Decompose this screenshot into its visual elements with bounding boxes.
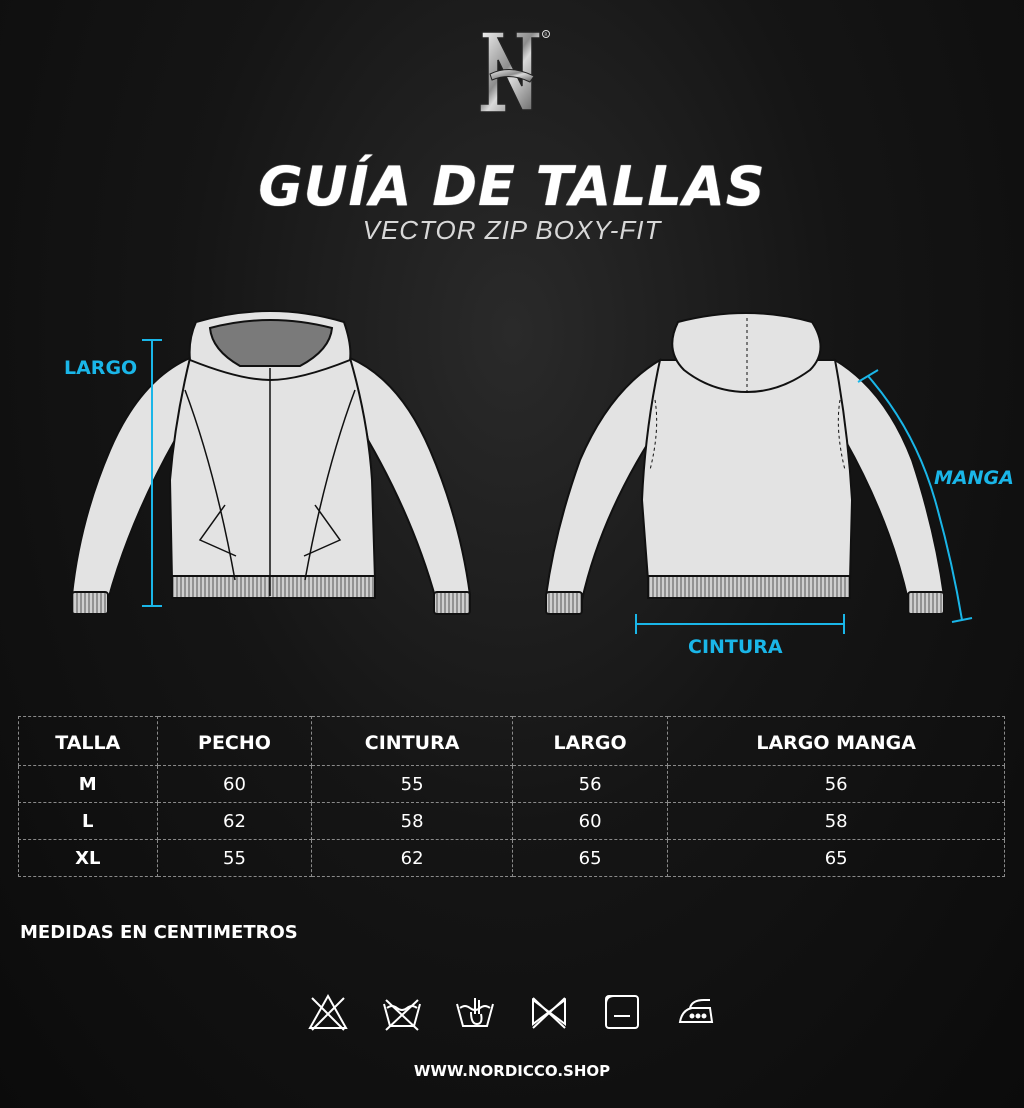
svg-text:R: R [544, 33, 548, 38]
cell-pecho: 55 [157, 840, 312, 877]
table-header-row [19, 717, 1005, 766]
tumble-dry-icon [600, 990, 644, 1034]
cintura-label: CINTURA [688, 636, 783, 658]
website-url[interactable]: WWW.NORDICCO.SHOP [413, 1062, 611, 1080]
table-row [19, 840, 1005, 877]
cell-cintura: 62 [312, 840, 512, 877]
cell-largo-manga: 56 [668, 766, 1005, 803]
header-largo-manga: LARGO MANGA [668, 717, 1005, 766]
back-hoodie-illustration [546, 313, 944, 614]
no-bleach-icon [306, 990, 350, 1034]
cell-size: XL [19, 840, 158, 877]
page-title: GUÍA DE TALLAS [258, 155, 766, 218]
cell-largo: 56 [512, 766, 668, 803]
cintura-measure-line [636, 614, 844, 634]
wash-30-icon [453, 990, 497, 1034]
cell-largo: 60 [512, 803, 668, 840]
brand-logo [470, 24, 554, 124]
table-row [19, 766, 1005, 803]
cell-largo-manga: 58 [668, 803, 1005, 840]
manga-label: MANGA [934, 467, 1014, 489]
cell-largo: 65 [512, 840, 668, 877]
table-row [19, 803, 1005, 840]
cell-size: L [19, 803, 158, 840]
header-talla: TALLA [19, 717, 158, 766]
cell-size: M [19, 766, 158, 803]
header-largo: LARGO [512, 717, 668, 766]
cell-cintura: 58 [312, 803, 512, 840]
cell-pecho: 60 [157, 766, 312, 803]
size-table [18, 716, 1005, 877]
garment-diagram [0, 290, 1024, 670]
cell-cintura: 55 [312, 766, 512, 803]
page-subtitle: VECTOR ZIP BOXY-FIT [362, 215, 662, 245]
cell-largo-manga: 65 [668, 840, 1005, 877]
hand-wash-icon [380, 990, 424, 1034]
do-not-dry-clean-icon [527, 990, 571, 1034]
care-icons [306, 990, 718, 1034]
header-pecho: PECHO [157, 717, 312, 766]
units-note: MEDIDAS EN CENTIMETROS [20, 922, 298, 943]
iron-icon [674, 990, 718, 1034]
header-cintura: CINTURA [312, 717, 512, 766]
cell-pecho: 62 [157, 803, 312, 840]
largo-label: LARGO [64, 357, 138, 379]
